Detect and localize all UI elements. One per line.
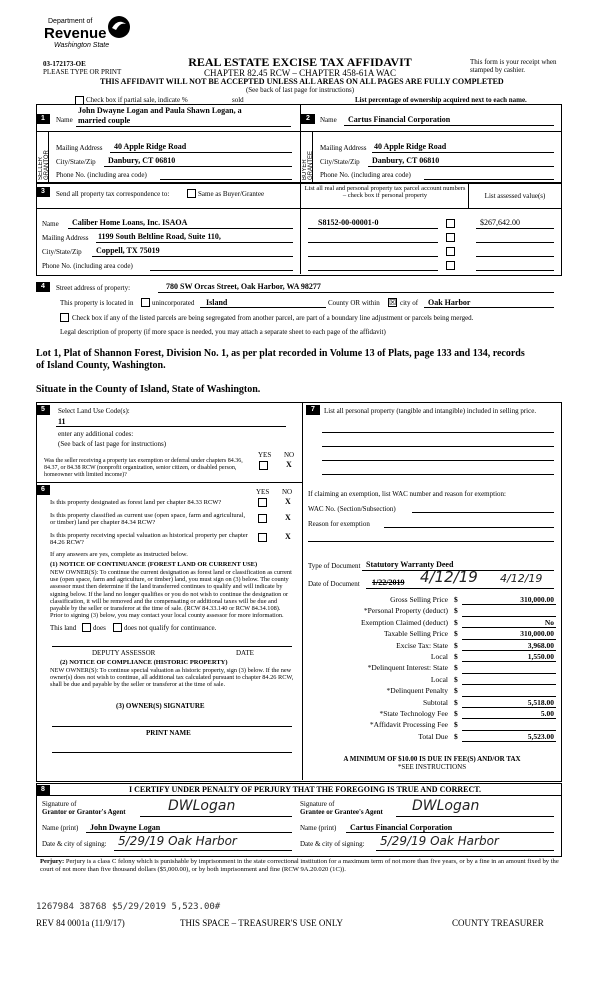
county-name[interactable]: Island bbox=[206, 298, 228, 307]
exemption-claim-label: If claiming an exemption, list WAC number and reason for exemption: bbox=[308, 490, 506, 498]
segregated-label: Check box if any of the listed parcels are being segregated from another parcel, are part of a boundary line adjustment or parcels being merged. bbox=[72, 314, 474, 322]
doc-date-struck: 1/22/2019 bbox=[372, 578, 405, 587]
legal-description-3: Situate in the County of Island, State of Washington. bbox=[36, 384, 261, 395]
same-as-buyer-label: Same as Buyer/Grantee bbox=[198, 190, 265, 198]
deputy-assessor-label: DEPUTY ASSESSOR bbox=[92, 649, 156, 657]
does-not-checkbox[interactable] bbox=[113, 623, 122, 632]
segregated-checkbox[interactable] bbox=[60, 313, 69, 322]
tax-corr-name-label: Name bbox=[42, 220, 59, 228]
this-land-label: This land bbox=[50, 624, 77, 632]
forest-yes: YES bbox=[256, 488, 270, 496]
legal-label: Legal description of property (if more space is needed, you may attach a separate sheet to each page of the affidavit) bbox=[60, 328, 386, 336]
legal-description-2: of Island County, Washington. bbox=[36, 360, 166, 371]
same-as-buyer-checkbox[interactable] bbox=[187, 189, 196, 198]
buyer-name[interactable]: Cartus Financial Corporation bbox=[348, 115, 451, 124]
tax-row bbox=[306, 708, 558, 719]
doc-date-handwritten: 4/12/19 bbox=[420, 568, 478, 586]
tax-row-label: Gross Selling Price bbox=[390, 595, 448, 604]
seller-city-label: City/State/Zip bbox=[56, 158, 96, 166]
perjury-bold: Perjury: bbox=[40, 858, 65, 865]
tax-row-label: Exemption Claimed (deduct) bbox=[360, 617, 448, 627]
buyer-side-label: BUYER GRANTEE bbox=[302, 150, 314, 180]
minimum-note: A MINIMUM OF $10.00 IS DUE IN FEE(S) AND/OR TAX bbox=[343, 755, 521, 763]
tax-corr-mail[interactable]: 1199 South Beltline Road, Suite 110, bbox=[98, 232, 221, 241]
tax-row-label: *Personal Property (deduct) bbox=[363, 606, 448, 616]
tax-row bbox=[306, 662, 558, 673]
grantee-name[interactable]: Cartus Financial Corporation bbox=[350, 823, 453, 832]
doc-date-label: Date of Document bbox=[308, 580, 360, 588]
section-3-badge: 3 bbox=[36, 187, 50, 197]
logo bbox=[44, 14, 134, 58]
logo-line1: Department of bbox=[48, 18, 93, 25]
forest-q1: Is this property designated as forest land per chapter 84.33 RCW? bbox=[50, 499, 222, 506]
tax-row-value[interactable]: 5.00 bbox=[540, 709, 554, 718]
see-instructions-note: *SEE INSTRUCTIONS bbox=[397, 763, 467, 771]
tax-row-dollar: $ bbox=[454, 652, 458, 661]
grantor-sig-label-1: Signature of bbox=[42, 800, 77, 808]
tax-row-value[interactable]: No bbox=[544, 617, 554, 627]
forest-q2-yes-checkbox[interactable] bbox=[258, 514, 267, 523]
land-use-yes: YES bbox=[258, 451, 272, 459]
exemption-question: Was the seller receiving a property tax exemption or deferral under chapters 84.36, 84.37, or 84.38 RCW (nonprofit organization, senior citizen, or disabled person, homeowner with limited income)? bbox=[44, 458, 243, 478]
notice2-body: NEW OWNER(S): To continue special valuation as historic property, sign (3) below. If the new owner(s) does not wish to continue, all additional tax calculated pursuant to chapter 84.26 RCW, shall be due and payable by the seller or transferor at the time of sale. bbox=[50, 667, 294, 689]
land-use-no: NO bbox=[284, 451, 295, 459]
tax-row-dollar: $ bbox=[454, 720, 458, 730]
tax-row-dollar: $ bbox=[454, 663, 458, 673]
owner-signature-label: (3) OWNER(S) SIGNATURE bbox=[116, 702, 205, 710]
tax-row bbox=[306, 674, 558, 685]
grantee-date-label: Date & city of signing: bbox=[300, 840, 365, 848]
county-treasurer: COUNTY TREASURER bbox=[452, 918, 544, 928]
doc-type[interactable]: Statutory Warranty Deed bbox=[366, 560, 454, 569]
parcel-personal-checkbox-2[interactable] bbox=[446, 233, 455, 242]
tax-row-value[interactable]: 310,000.00 bbox=[520, 629, 554, 639]
tax-row-dollar: $ bbox=[454, 674, 458, 684]
tax-row-label: *State Technology Fee bbox=[379, 709, 448, 718]
tax-row-value[interactable]: 5,518.00 bbox=[527, 697, 554, 707]
assessed-value-header: List assessed value(s) bbox=[484, 192, 546, 200]
logo-line3: Washington State bbox=[54, 42, 110, 49]
section-6-badge: 6 bbox=[36, 485, 50, 495]
tax-corr-phone-label: Phone No. (including area code) bbox=[42, 262, 133, 270]
tax-row bbox=[306, 719, 558, 730]
tax-row-label: *Affidavit Processing Fee bbox=[369, 720, 448, 730]
buyer-name-label: Name bbox=[320, 116, 337, 124]
tax-row-dollar: $ bbox=[454, 686, 458, 696]
doc-type-label: Type of Document bbox=[308, 562, 361, 570]
tax-row bbox=[306, 594, 558, 605]
deputy-date-label: DATE bbox=[236, 649, 254, 657]
does-checkbox[interactable] bbox=[82, 623, 91, 632]
perjury-text: Perjury is a class C felony which is punishable by imprisonment in the state correctional institution for a maximum term of not more than five years, or by a fine in an amount fixed by the court of not more than five thousand dollars ($5,000.00), or by both imprisonment and fine (RCW 9A.20.020 (1C)). bbox=[40, 858, 559, 873]
forest-q3: Is this property receiving special valuation as historical property per chapter 84.26 RCW? bbox=[50, 532, 248, 546]
parcel-personal-checkbox-1[interactable] bbox=[446, 219, 455, 228]
subtitle: CHAPTER 82.45 RCW – CHAPTER 458-61A WAC bbox=[204, 68, 396, 78]
tax-row bbox=[306, 697, 558, 708]
forest-q1-yes-checkbox[interactable] bbox=[258, 498, 267, 507]
exemption-yes-checkbox[interactable] bbox=[259, 461, 268, 470]
form-revision: REV 84 0001a (11/9/17) bbox=[36, 918, 125, 928]
seller-mail[interactable]: 40 Apple Ridge Road bbox=[114, 142, 187, 151]
seller-side-label: SELLER GRANTOR bbox=[38, 150, 50, 180]
logo-line2: Revenue bbox=[44, 25, 107, 42]
tax-row-value[interactable]: 5,523.00 bbox=[527, 731, 554, 741]
grantor-date-label: Date & city of signing: bbox=[42, 840, 107, 848]
forest-q1-no[interactable]: X bbox=[285, 497, 291, 506]
buyer-phone-label: Phone No. (including area code) bbox=[320, 171, 411, 179]
tax-row-dollar: $ bbox=[454, 640, 458, 650]
section-8-badge: 8 bbox=[36, 785, 50, 795]
tax-row bbox=[306, 617, 558, 628]
partial-sale-sold: sold bbox=[232, 96, 244, 104]
tax-row-dollar: $ bbox=[454, 606, 458, 616]
notice2-title: (2) NOTICE OF COMPLIANCE (HISTORIC PROPERTY) bbox=[60, 659, 228, 666]
print-note: PLEASE TYPE OR PRINT bbox=[43, 68, 122, 76]
forest-no: NO bbox=[282, 488, 293, 496]
within-city-checkbox[interactable]: ☒ bbox=[389, 298, 397, 307]
grantee-name-label: Name (print) bbox=[300, 824, 337, 832]
tax-row-label: *Delinquent Interest: State bbox=[367, 663, 448, 673]
grantor-date[interactable]: 5/29/19 Oak Harbor bbox=[118, 834, 237, 848]
form-code: 03-172173-OE bbox=[43, 60, 86, 68]
exemption-no-answer[interactable]: X bbox=[286, 460, 292, 469]
land-use-see-back: (See back of last page for instructions) bbox=[58, 440, 167, 448]
grantor-name-label: Name (print) bbox=[42, 824, 79, 832]
grantor-name[interactable]: John Dwayne Logan bbox=[90, 823, 161, 832]
tax-row-label: *Delinquent Penalty bbox=[386, 686, 448, 696]
tax-row bbox=[306, 605, 558, 616]
treasurer-space: THIS SPACE – TREASURER'S USE ONLY bbox=[180, 918, 344, 928]
buyer-city-label: City/State/Zip bbox=[320, 158, 360, 166]
tax-corr-label: Send all property tax correspondence to: bbox=[56, 190, 170, 198]
grantee-signature[interactable]: DWLogan bbox=[412, 798, 480, 814]
tax-row-dollar: $ bbox=[454, 617, 458, 627]
tax-row-value[interactable]: 1,550.00 bbox=[527, 652, 554, 661]
forest-q2: Is this property classified as current use (open space, farm and agricultural, or timber) land per chapter 84.34 RCW? bbox=[50, 512, 246, 526]
parcel-number[interactable]: S8152-00-00001-0 bbox=[318, 218, 379, 227]
street-address-label: Street address of property: bbox=[56, 284, 131, 292]
unincorporated-checkbox[interactable] bbox=[141, 298, 150, 307]
tax-row bbox=[306, 628, 558, 639]
tax-row-label: Local bbox=[430, 674, 448, 684]
parcel-personal-checkbox-3[interactable] bbox=[446, 247, 455, 256]
tax-row-dollar: $ bbox=[454, 629, 458, 639]
tax-row-value[interactable]: 310,000.00 bbox=[520, 595, 554, 604]
ownership-note: List percentage of ownership acquired next to each name. bbox=[355, 96, 527, 104]
grantor-sig-label-2: Grantor or Grantor's Agent bbox=[42, 808, 126, 816]
tax-row-dollar: $ bbox=[454, 709, 458, 718]
tax-corr-mail-label: Mailing Address bbox=[42, 234, 89, 242]
forest-q3-yes-checkbox[interactable] bbox=[258, 533, 267, 542]
tax-row bbox=[306, 731, 558, 742]
tax-corr-name[interactable]: Caliber Home Loans, Inc. ISAOA bbox=[72, 218, 188, 227]
grantee-sig-label-1: Signature of bbox=[300, 800, 335, 808]
located-label: This property is located in bbox=[60, 299, 134, 307]
tax-row-dollar: $ bbox=[454, 595, 458, 604]
reason-label: Reason for exemption bbox=[308, 520, 370, 528]
street-address[interactable]: 780 SW Orcas Street, Oak Harbor, WA 98277 bbox=[166, 282, 321, 291]
tax-corr-city-label: City/State/Zip bbox=[42, 248, 82, 256]
buyer-mail[interactable]: 40 Apple Ridge Road bbox=[374, 142, 447, 151]
land-use-additional: enter any additional codes: bbox=[58, 430, 134, 438]
seller-mail-label: Mailing Address bbox=[56, 144, 103, 152]
swoosh-icon bbox=[104, 14, 134, 40]
notice1-body: NEW OWNER(S): To continue the current designation as forest land or classification as current use (open space, farm and agriculture, or timber) land, you must sign on (3) below. The county assessor must then determine if the land transferred continues to qualify and will indicate by signing below. If the land no longer qualifies or you do not wish to continue the designation or classification, it will be removed and the compensating or additional taxes will be due and payable by the seller or transferor at the time of sale. (RCW 84.33.140 or RCW 84.34.108). Prior to signing (3) below, you may contact your local county assessor for more information. bbox=[50, 569, 292, 620]
page-title: REAL ESTATE EXCISE TAX AFFIDAVIT bbox=[188, 55, 412, 69]
section-7-badge: 7 bbox=[306, 405, 320, 415]
city-of-label: city of bbox=[400, 299, 419, 307]
print-name-label: PRINT NAME bbox=[146, 729, 191, 737]
tax-corr-city[interactable]: Coppell, TX 75019 bbox=[96, 246, 160, 255]
doc-date-handwritten-2: 4/12/19 bbox=[500, 572, 543, 585]
parcel-personal-checkbox-4[interactable] bbox=[446, 261, 455, 270]
certify-text: I CERTIFY UNDER PENALTY OF PERJURY THAT THE FOREGOING IS TRUE AND CORRECT. bbox=[128, 785, 481, 794]
section-4-badge: 4 bbox=[36, 282, 50, 292]
tax-row-dollar: $ bbox=[454, 731, 458, 741]
land-use-select-label: Select Land Use Code(s): bbox=[58, 407, 130, 415]
tax-row-label: Local bbox=[430, 652, 448, 661]
tax-row bbox=[306, 685, 558, 696]
seller-name-2[interactable]: married couple bbox=[78, 116, 131, 125]
tax-row-label: Total Due bbox=[418, 731, 448, 741]
seller-city[interactable]: Danbury, CT 06810 bbox=[108, 156, 176, 165]
wac-label: WAC No. (Section/Subsection) bbox=[308, 505, 396, 513]
tax-row-label: Excise Tax: State bbox=[396, 640, 448, 650]
section-1-badge: 1 bbox=[36, 114, 50, 124]
assessed-value[interactable]: $267,642.00 bbox=[480, 218, 520, 227]
legal-description-1: Lot 1, Plat of Shannon Forest, Division No. 1, as per plat recorded in Volume 13 of Plats, page 133 and 134, records bbox=[36, 348, 525, 359]
tax-row-label: Subtotal bbox=[422, 697, 448, 707]
receipt-stamp: 1267984 38768 $5/29/2019 5,523.00# bbox=[36, 902, 221, 912]
forest-q3-no[interactable]: X bbox=[285, 532, 291, 541]
tax-calculation bbox=[306, 594, 558, 744]
buyer-city[interactable]: Danbury, CT 06810 bbox=[372, 156, 440, 165]
tax-row-dollar: $ bbox=[454, 697, 458, 707]
notice1-title: (1) NOTICE OF CONTINUANCE (FOREST LAND OR CURRENT USE) bbox=[50, 561, 258, 568]
does-not-label: does not qualify for continuance. bbox=[124, 624, 217, 632]
seller-name-label: Name bbox=[56, 116, 73, 124]
personal-property-label: List all personal property (tangible and intangible) included in selling price. bbox=[324, 407, 537, 415]
land-use-code[interactable]: 11 bbox=[58, 417, 66, 426]
does-label: does bbox=[93, 624, 106, 632]
instructions-note: (See back of last page for instructions) bbox=[245, 86, 355, 94]
parcel-header: List all real and personal property tax parcel account numbers – check box if personal property bbox=[304, 185, 466, 199]
tax-row bbox=[306, 651, 558, 662]
receipt-note: This form is your receipt when stamped by cashier. bbox=[470, 58, 557, 74]
section-2-badge: 2 bbox=[301, 114, 315, 124]
buyer-mail-label: Mailing Address bbox=[320, 144, 367, 152]
grantor-signature[interactable]: DWLogan bbox=[168, 798, 236, 814]
city-name[interactable]: Oak Harbor bbox=[428, 298, 471, 307]
seller-phone-label: Phone No. (including area code) bbox=[56, 171, 147, 179]
perjury-note bbox=[40, 858, 560, 874]
county-label: County OR within bbox=[328, 299, 380, 307]
forest-q2-no[interactable]: X bbox=[285, 513, 291, 522]
if-yes-note: If any answers are yes, complete as instructed below. bbox=[50, 551, 188, 558]
seller-name-1[interactable]: John Dwayne Logan and Paula Shawn Logan, a bbox=[78, 106, 242, 115]
grantee-sig-label-2: Grantee or Grantee's Agent bbox=[300, 808, 383, 816]
partial-sale-label: Check box if partial sale, indicate % bbox=[86, 96, 188, 104]
unincorporated-label: unincorporated bbox=[152, 299, 195, 307]
grantee-date[interactable]: 5/29/19 Oak Harbor bbox=[380, 834, 499, 848]
tax-row-label: Taxable Selling Price bbox=[383, 629, 448, 639]
warning: THIS AFFIDAVIT WILL NOT BE ACCEPTED UNLESS ALL AREAS ON ALL PAGES ARE FULLY COMPLETED bbox=[100, 77, 504, 86]
tax-row-value[interactable]: 3,968.00 bbox=[527, 640, 554, 650]
tax-row bbox=[306, 640, 558, 651]
section-5-badge: 5 bbox=[36, 405, 50, 415]
